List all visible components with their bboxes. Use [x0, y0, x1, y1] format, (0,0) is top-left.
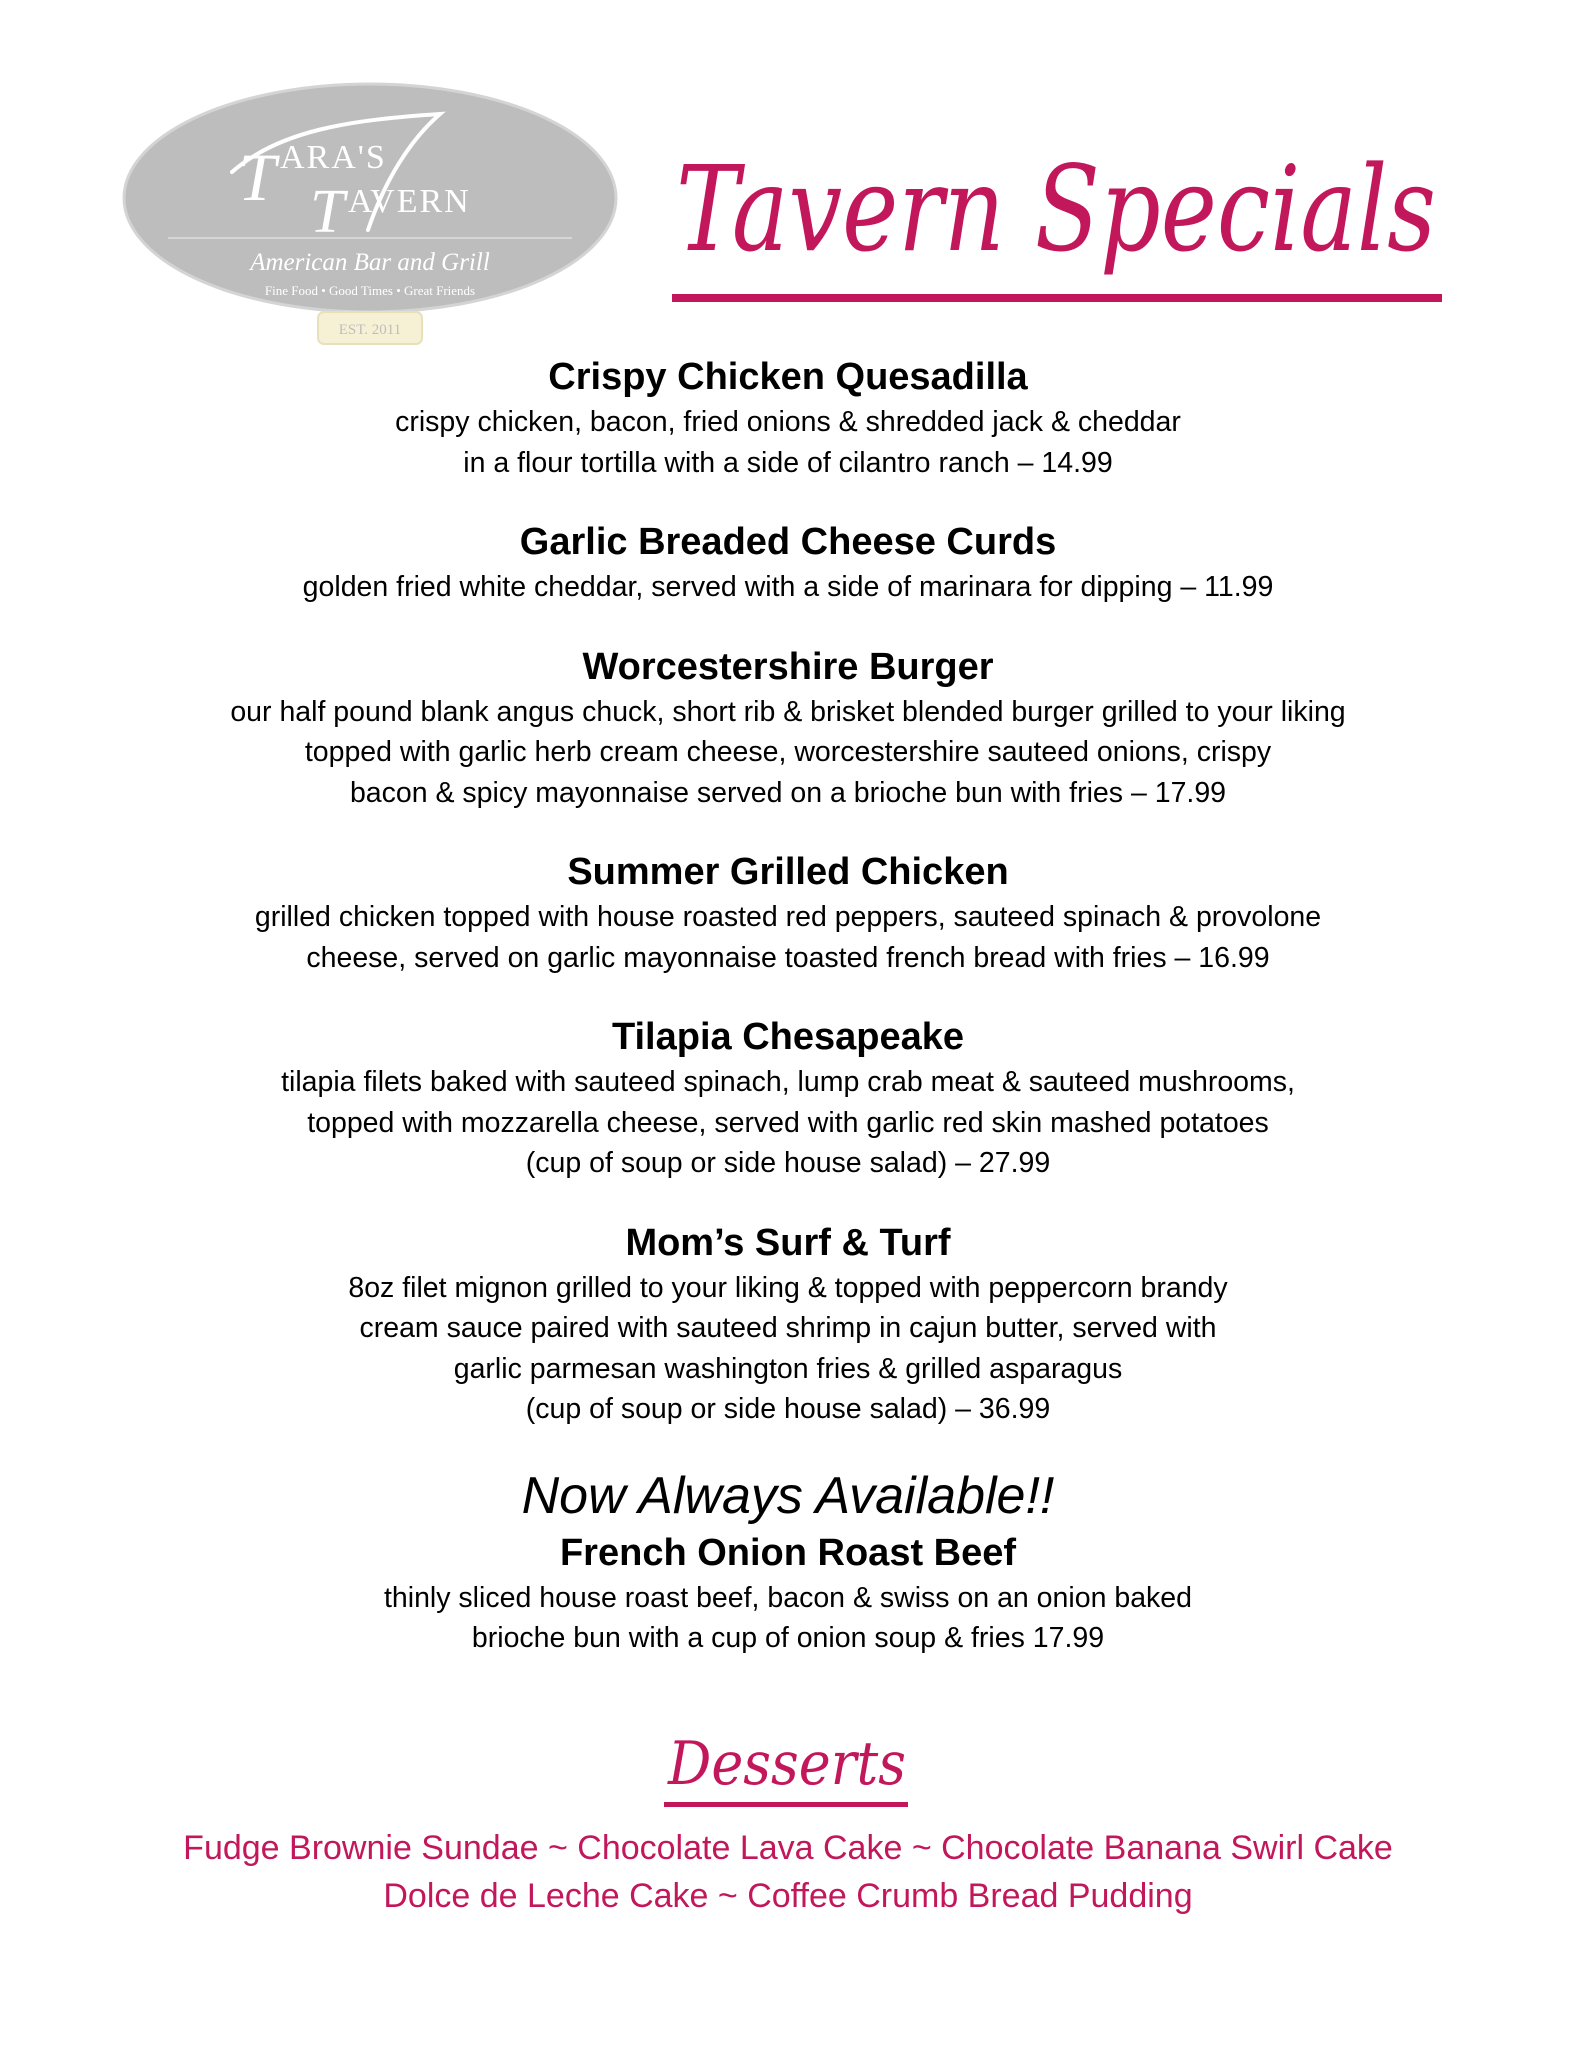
item-description-line: brioche bun with a cup of onion soup & fries 17.99: [471, 1622, 1105, 1654]
special-item: [0, 352, 1576, 483]
special-item: [0, 517, 1576, 608]
item-description-line: golden fried white cheddar, served with a side of marinara for dipping – 11.99: [302, 571, 1274, 603]
logo-subtitle: American Bar and Grill: [250, 249, 490, 276]
special-item: [0, 1218, 1576, 1430]
dessert-line: Fudge Brownie Sundae ~ Chocolate Lava Cake ~ Chocolate Banana Swirl Cake: [183, 1829, 1393, 1867]
item-name: Summer Grilled Chicken: [567, 851, 1009, 893]
item-description-line: (cup of soup or side house salad) – 27.99: [525, 1147, 1051, 1179]
item-description-line: topped with garlic herb cream cheese, worcestershire sauteed onions, crispy: [304, 736, 1272, 768]
item-name: Worcestershire Burger: [582, 645, 994, 688]
item-description-line: topped with mozzarella cheese, served with garlic red skin mashed potatoes: [307, 1106, 1269, 1139]
item-name: French Onion Roast Beef: [559, 1531, 1017, 1574]
item-description-line: cheese, served on garlic mayonnaise toasted french bread with fries – 16.99: [306, 941, 1270, 974]
dessert-line: Dolce de Leche Cake ~ Coffee Crumb Bread Pudding: [383, 1877, 1193, 1915]
title-underline: [672, 294, 1442, 302]
item-description-line: 8oz filet mignon grilled to your liking & topped with peppercorn brandy: [348, 1271, 1228, 1304]
special-item: [0, 847, 1576, 978]
logo-tagline: Fine Food • Good Times • Great Friends: [264, 283, 476, 298]
specials-menu: [0, 352, 1576, 1659]
item-name: Crispy Chicken Quesadilla: [548, 356, 1028, 398]
always-available-heading: Now Always Available!!: [521, 1466, 1055, 1525]
item-description-line: bacon & spicy mayonnaise served on a brioche bun with fries – 17.99: [349, 776, 1227, 809]
desserts-heading: [660, 1722, 916, 1814]
tavern-specials-title: [670, 118, 1450, 308]
logo-initial-2: T: [310, 178, 345, 246]
taras-tavern-logo: [120, 80, 620, 352]
item-description-line: our half pound blank angus chuck, short rib & brisket blended burger grilled to your liking: [230, 695, 1346, 728]
item-description-line: garlic parmesan washington fries & grilled asparagus: [453, 1352, 1123, 1385]
desserts-underline: [664, 1802, 908, 1807]
item-name: Tilapia Chesapeake: [611, 1016, 965, 1058]
dessert-list: [0, 1824, 1576, 1920]
item-description-line: tilapia filets baked with sauteed spinach, lump crab meat & sauteed mushrooms,: [281, 1066, 1295, 1098]
item-description-line: (cup of soup or side house salad) – 36.99: [525, 1393, 1051, 1425]
special-item: [0, 1012, 1576, 1184]
item-description-line: crispy chicken, bacon, fried onions & shredded jack & cheddar: [395, 406, 1181, 438]
desserts-title: Desserts: [667, 1729, 906, 1799]
item-name: Garlic Breaded Cheese Curds: [519, 521, 1057, 563]
item-description-line: cream sauce paired with sauteed shrimp in cajun butter, served with: [359, 1312, 1217, 1344]
logo-initial-1: T: [238, 139, 276, 215]
special-item: [0, 642, 1576, 814]
item-name: Mom’s Surf & Turf: [625, 1221, 951, 1264]
always-available-item: [0, 1528, 1576, 1659]
logo-name-line-1: ARA'S: [280, 139, 387, 176]
item-description-line: in a flour tortilla with a side of cilantro ranch – 14.99: [463, 446, 1113, 479]
item-description-line: thinly sliced house roast beef, bacon & swiss on an onion baked: [383, 1581, 1192, 1614]
logo-name-line-2: AVERN: [348, 183, 471, 220]
logo-established: EST. 2011: [338, 322, 402, 338]
page-title: Tavern Specials: [676, 140, 1436, 278]
item-description-line: grilled chicken topped with house roasted red peppers, sauteed spinach & provolone: [254, 901, 1322, 933]
